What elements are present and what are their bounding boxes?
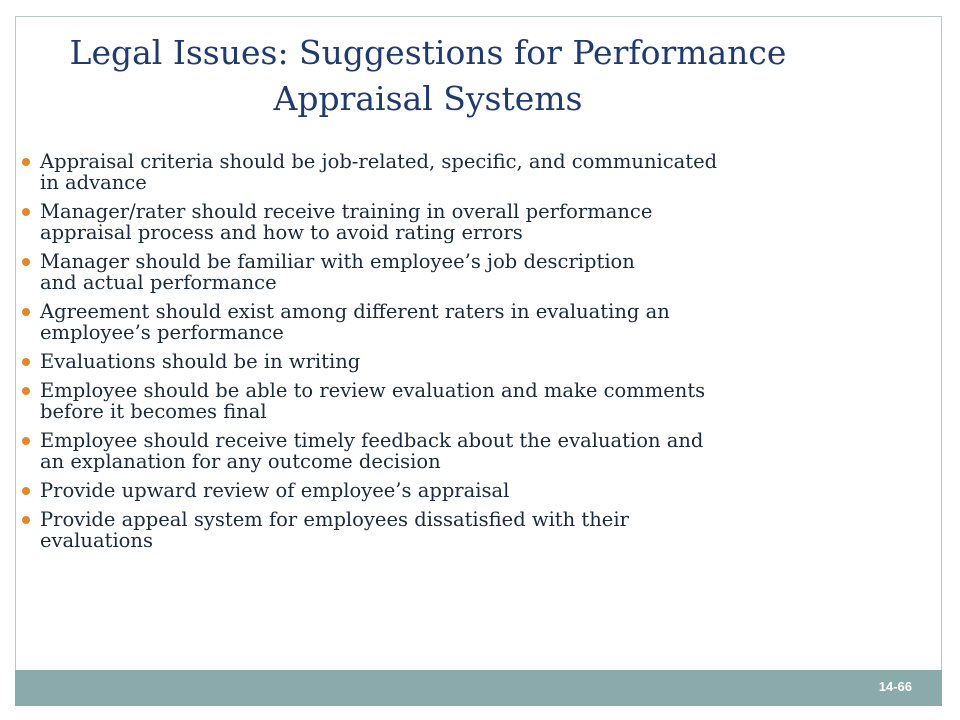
- bullet-text-line-2: appraisal process and how to avoid rating errors: [40, 220, 523, 244]
- bullet-item: [22, 152, 842, 194]
- bullet-text-line-1: Agreement should exist among different raters in evaluating an: [40, 299, 670, 323]
- bullet-text-line-1: Manager should be familiar with employee’s job description: [40, 249, 635, 273]
- footer-bar: [15, 670, 942, 706]
- bullet-dot-icon: [22, 158, 30, 166]
- bullet-list: [22, 152, 842, 560]
- bullet-item: [22, 481, 842, 502]
- bullet-dot-icon: [22, 208, 30, 216]
- bullet-dot-icon: [22, 437, 30, 445]
- bullet-text-line-1: Provide appeal system for employees dissatisfied with their: [40, 508, 629, 532]
- bullet-item: [22, 349, 842, 373]
- bullet-text-line-2: evaluations: [40, 529, 153, 553]
- bullet-dot-icon: [22, 487, 30, 495]
- bullet-text-line-1: Appraisal criteria should be job-related, specific, and communicated: [40, 150, 718, 173]
- bullet-item: [22, 299, 842, 344]
- bullet-item: [22, 381, 842, 423]
- bullet-dot-icon: [22, 308, 30, 316]
- slide-title: [18, 30, 838, 122]
- bullet-text-line-2: in advance: [40, 170, 147, 194]
- bullet-text-line-1: Evaluations should be in writing: [40, 349, 361, 373]
- bullet-text-line-2: before it becomes final: [40, 399, 267, 423]
- bullet-dot-icon: [22, 516, 30, 524]
- slide-number: 14-66: [878, 679, 912, 694]
- bullet-dot-icon: [22, 387, 30, 395]
- bullet-text-line-2: employee’s performance: [40, 320, 284, 344]
- bullet-text-line-2: an explanation for any outcome decision: [40, 449, 441, 473]
- slide-title-line-1: Legal Issues: Suggestions for Performance: [69, 33, 787, 72]
- bullet-dot-icon: [22, 358, 30, 366]
- bullet-text-line-1: Employee should receive timely feedback about the evaluation and: [40, 429, 704, 453]
- bullet-text-line-1: Employee should be able to review evaluation and make comments: [40, 379, 706, 403]
- bullet-item: [22, 431, 842, 473]
- bullet-item: [22, 510, 842, 552]
- slide-title-line-2: Appraisal Systems: [273, 79, 583, 118]
- bullet-text-line-1: Provide upward review of employee’s appraisal: [40, 479, 510, 503]
- bullet-item: [22, 199, 842, 244]
- bullet-text-line-1: Manager/rater should receive training in overall performance: [40, 199, 653, 223]
- bullet-item: [22, 249, 842, 294]
- bullet-dot-icon: [22, 258, 30, 266]
- bullet-text-line-2: and actual performance: [40, 270, 277, 294]
